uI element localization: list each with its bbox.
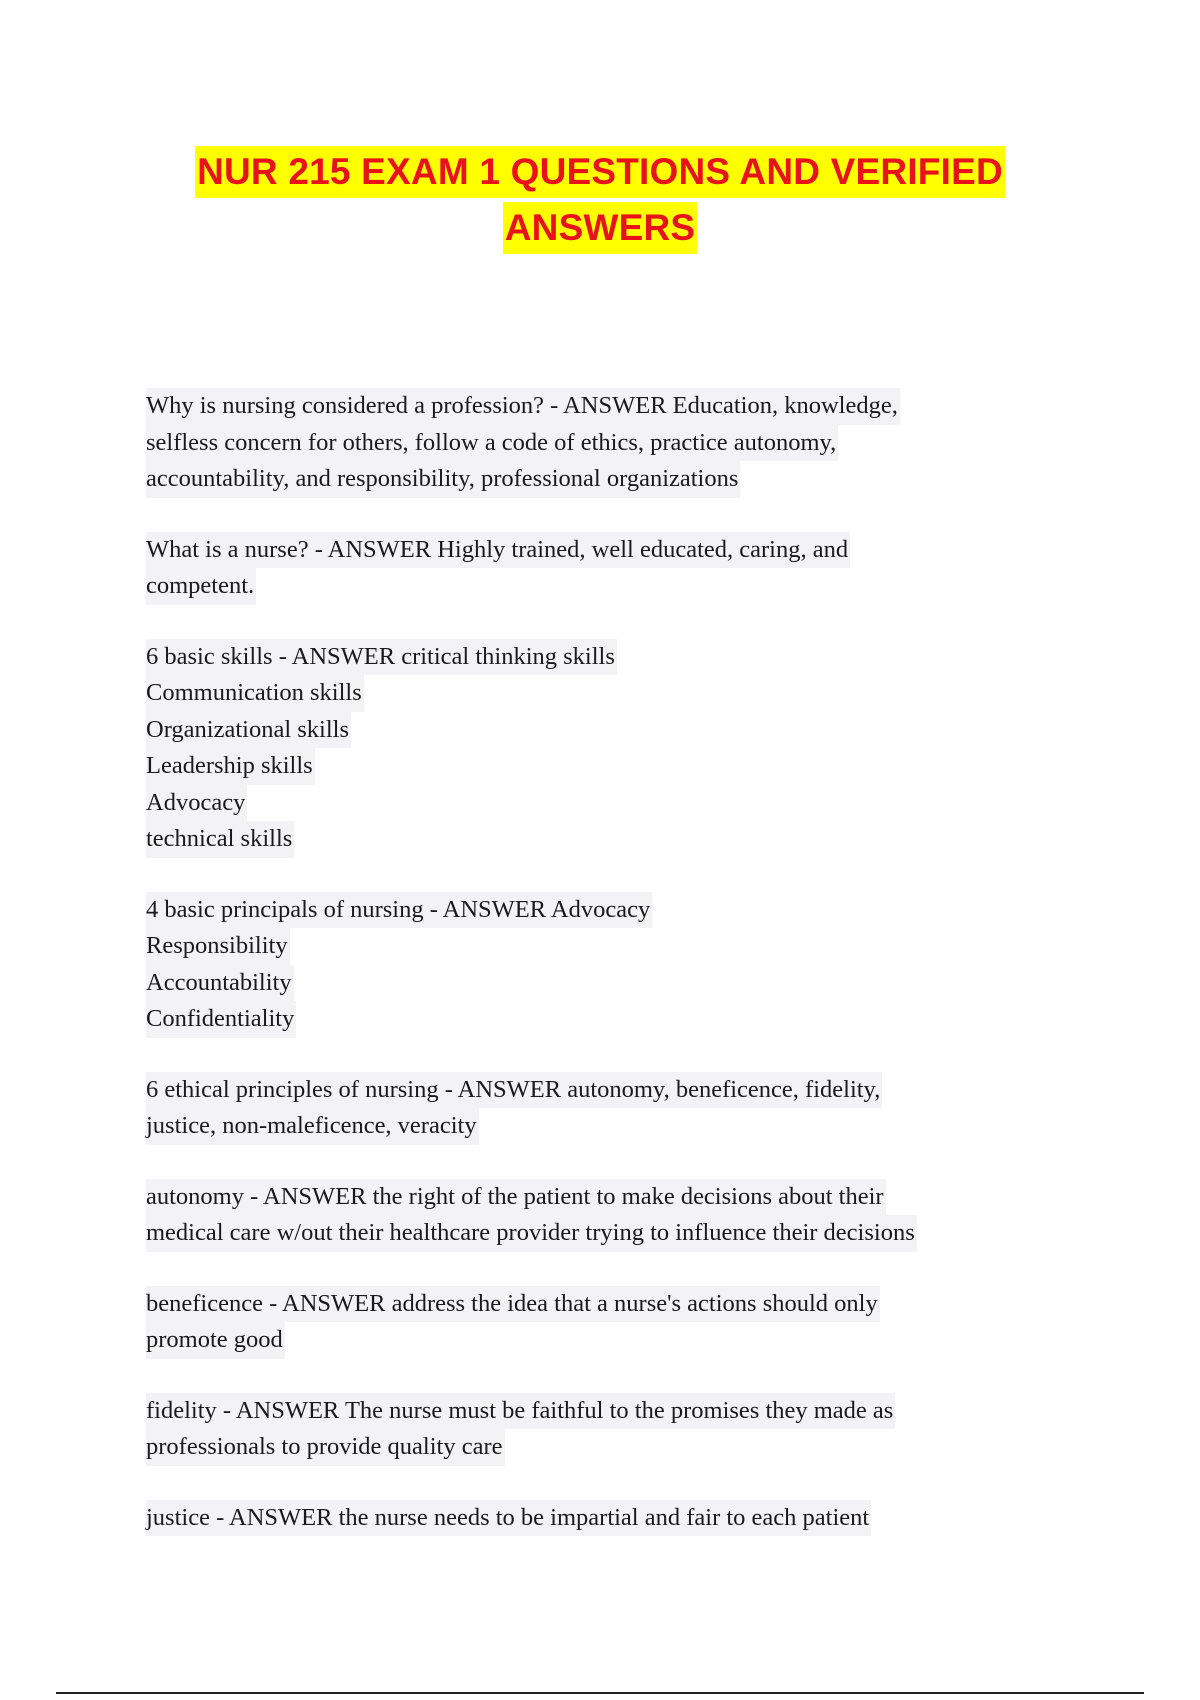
qa-line: Communication skills (146, 675, 364, 712)
qa-line: Advocacy (146, 785, 247, 822)
title-row (0, 202, 1200, 258)
qa-line: Responsibility (146, 928, 290, 965)
qa-item (146, 388, 1046, 498)
qa-item (146, 639, 1046, 858)
qa-line: 6 ethical principles of nursing - ANSWER autonomy, beneficence, fidelity, (146, 1072, 882, 1109)
title-row (0, 146, 1200, 202)
qa-item (146, 1179, 1046, 1252)
qa-line: justice - ANSWER the nurse needs to be impartial and fair to each patient (146, 1500, 871, 1537)
qa-line: Leadership skills (146, 748, 315, 785)
title-line: ANSWERS (503, 202, 698, 254)
qa-item (146, 1500, 1046, 1537)
qa-line: professionals to provide quality care (146, 1429, 505, 1466)
qa-line: accountability, and responsibility, professional organizations (146, 461, 740, 498)
qa-line: Accountability (146, 965, 294, 1002)
document-title (0, 146, 1200, 258)
qa-line: promote good (146, 1322, 285, 1359)
qa-line: justice, non-maleficence, veracity (146, 1108, 479, 1145)
qa-item (146, 892, 1046, 1038)
page-bottom-rule (56, 1692, 1144, 1694)
qa-item (146, 1286, 1046, 1359)
qa-line: Why is nursing considered a profession? - ANSWER Education, knowledge, (146, 388, 900, 425)
qa-list (146, 388, 1046, 1570)
qa-line: Confidentiality (146, 1001, 296, 1038)
qa-line: 6 basic skills - ANSWER critical thinking skills (146, 639, 617, 676)
qa-line: medical care w/out their healthcare provider trying to influence their decisions (146, 1215, 917, 1252)
qa-item (146, 1393, 1046, 1466)
qa-line: selfless concern for others, follow a code of ethics, practice autonomy, (146, 425, 838, 462)
qa-item (146, 1072, 1046, 1145)
qa-line: fidelity - ANSWER The nurse must be faithful to the promises they made as (146, 1393, 895, 1430)
title-line: NUR 215 EXAM 1 QUESTIONS AND VERIFIED (195, 146, 1005, 198)
qa-line: competent. (146, 568, 256, 605)
qa-line: 4 basic principals of nursing - ANSWER Advocacy (146, 892, 652, 929)
qa-item (146, 532, 1046, 605)
qa-line: Organizational skills (146, 712, 351, 749)
qa-line: autonomy - ANSWER the right of the patient to make decisions about their (146, 1179, 886, 1216)
qa-line: What is a nurse? - ANSWER Highly trained, well educated, caring, and (146, 532, 850, 569)
qa-line: beneficence - ANSWER address the idea that a nurse's actions should only (146, 1286, 880, 1323)
qa-line: technical skills (146, 821, 294, 858)
